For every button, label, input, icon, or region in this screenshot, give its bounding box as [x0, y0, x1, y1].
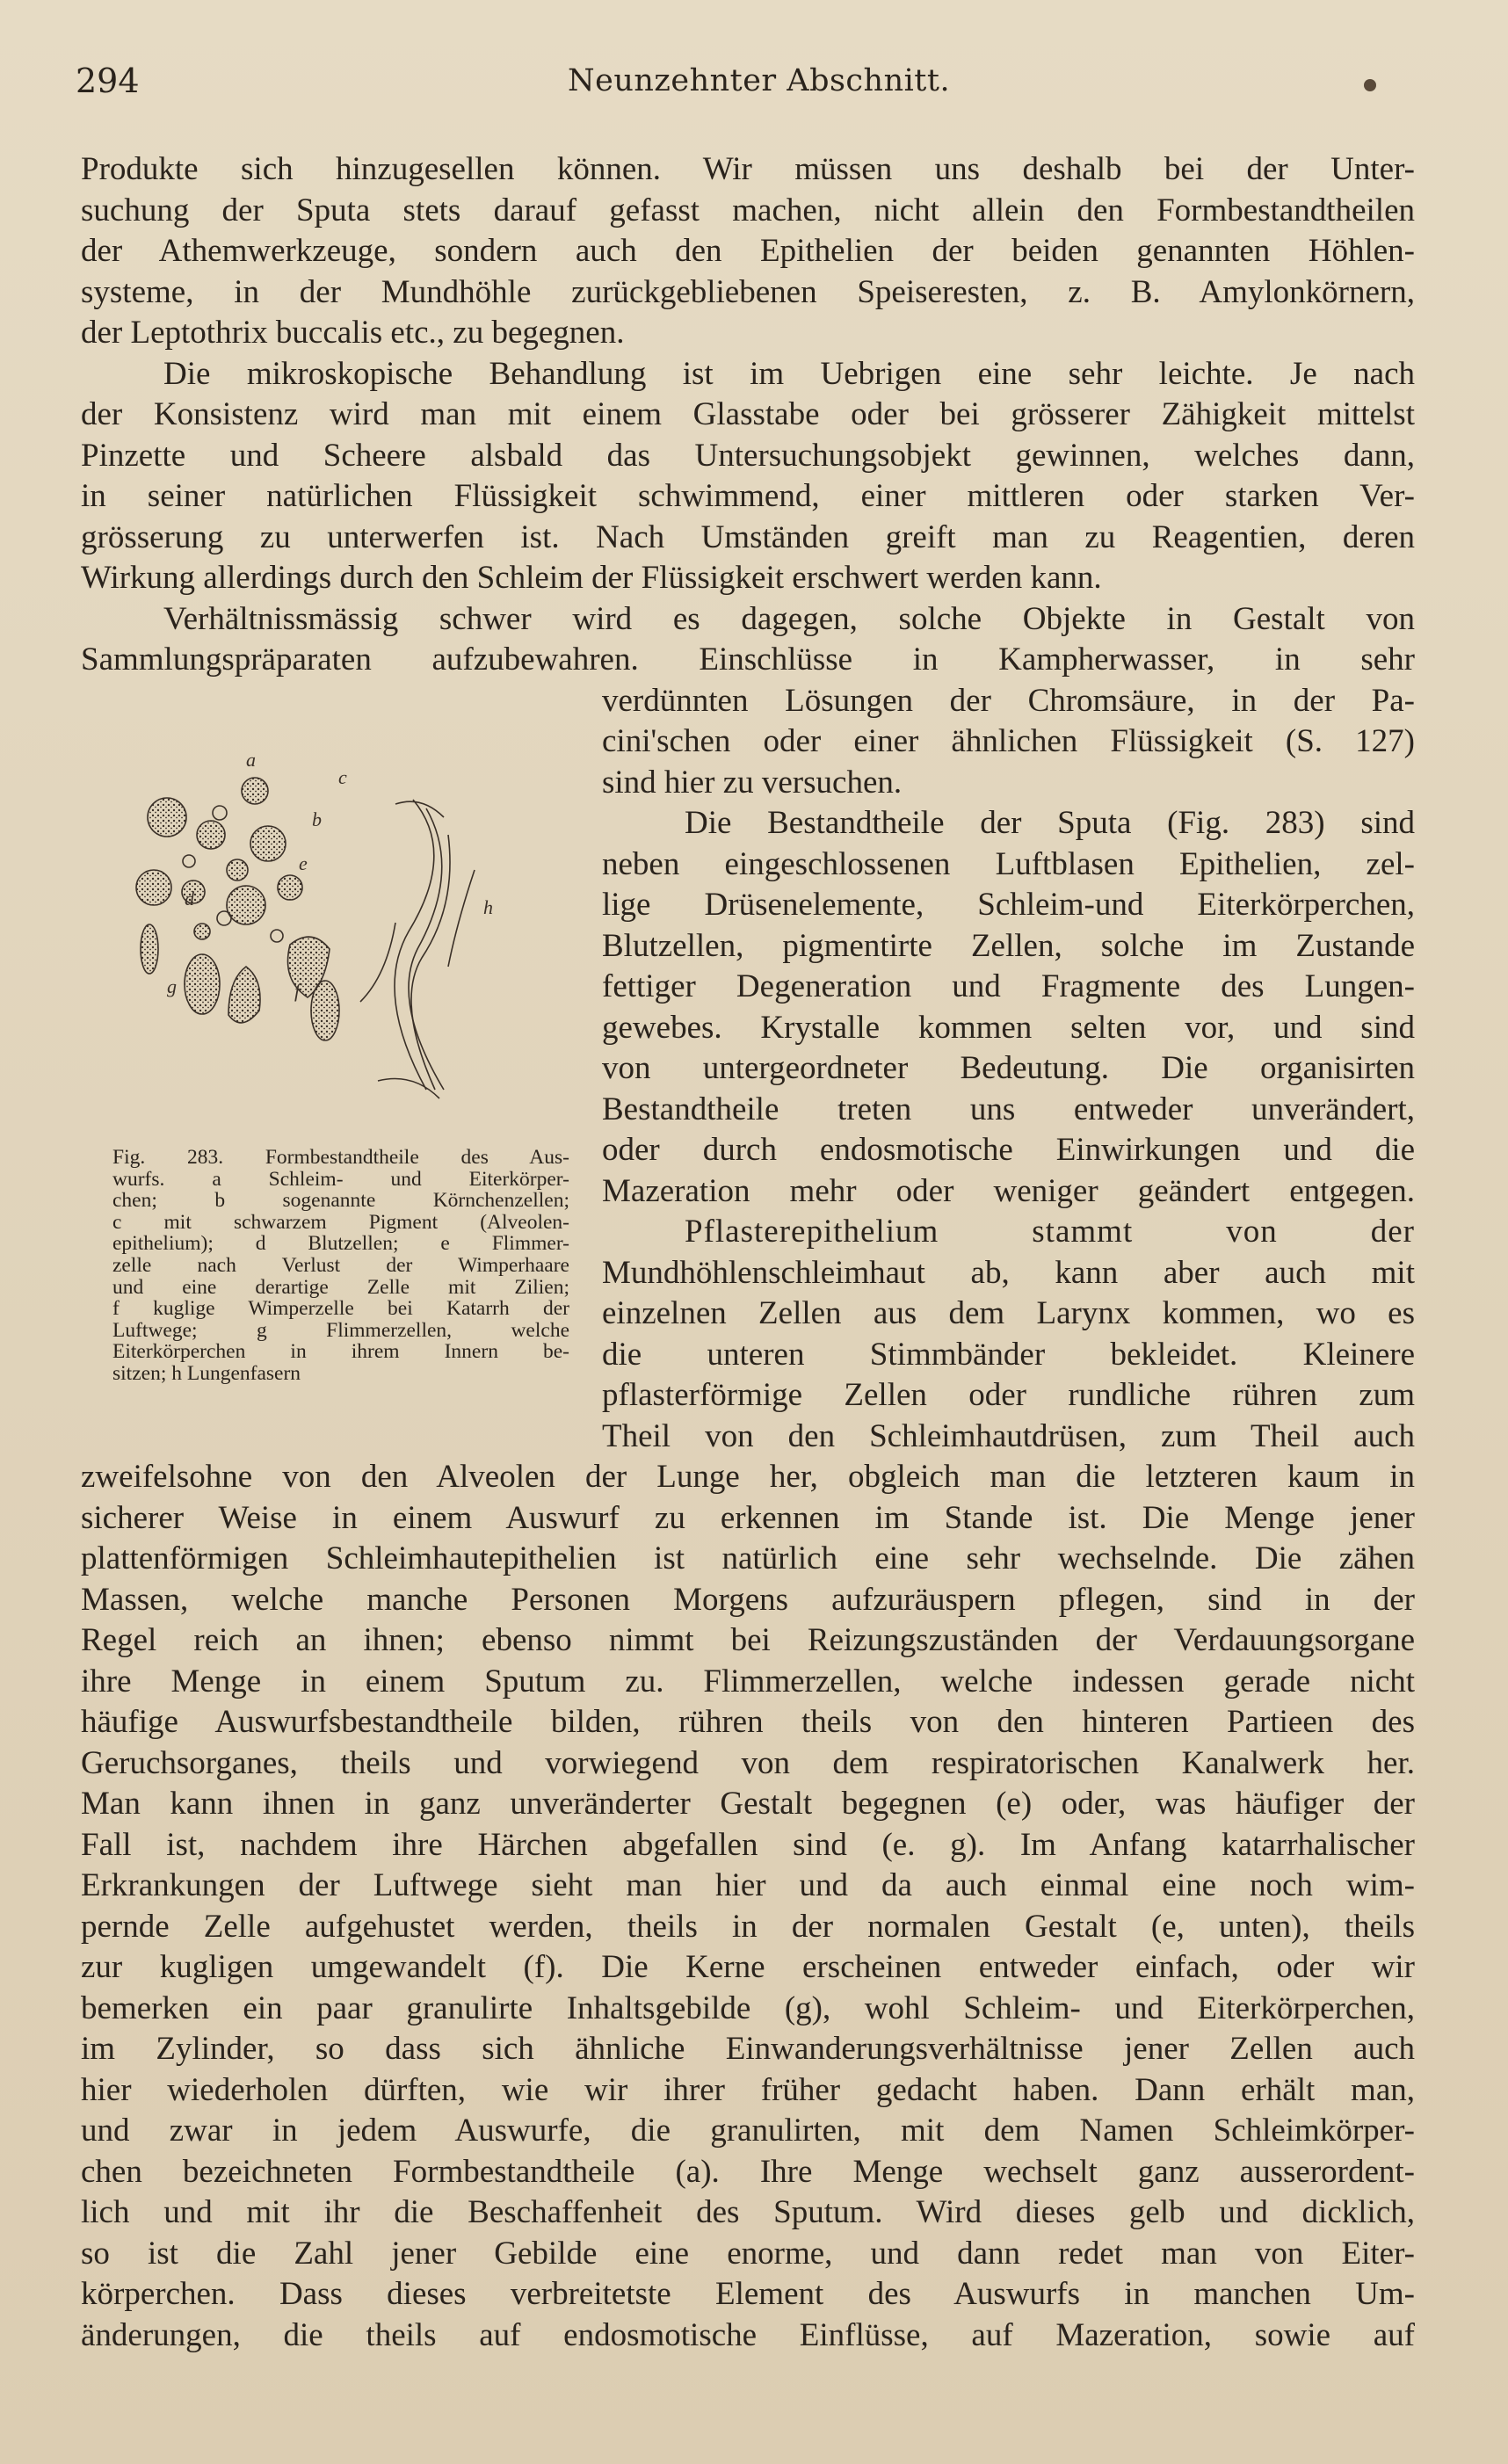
blood-cell [217, 911, 231, 925]
pigment-cell [141, 924, 158, 974]
body-line: Mazeration mehr oder weniger geändert entgegen. [602, 1172, 1415, 1209]
body-line: Theil von den Schleimhautdrüsen, zum Theil auch [602, 1417, 1415, 1454]
ink-spot [1364, 79, 1376, 91]
lung-fiber [395, 800, 434, 1090]
paragraph-top [81, 149, 1415, 681]
figure-label-c: c [338, 766, 347, 788]
body-line: oder durch endosmotische Einwirkungen und die [602, 1132, 1415, 1168]
body-line: sind hier zu versuchen. [602, 764, 903, 801]
body-line: so ist die Zahl jener Gebilde eine enorme, und dann redet man von Eiter- [81, 2235, 1415, 2272]
body-line: cini'schen oder einer ähnlichen Flüssigkeit (S. 127) [602, 723, 1415, 759]
body-line: und zwar in jedem Auswurfe, die granulirten, mit dem Namen Schleimkörper- [81, 2113, 1415, 2149]
body-line: Die Bestandtheile der Sputa (Fig. 283) sind [685, 805, 1415, 841]
figure-label-h: h [483, 896, 493, 918]
body-line: von untergeordneter Bedeutung. Die organisirten [602, 1050, 1415, 1086]
body-line: ihre Menge in einem Sputum zu. Flimmerzellen, welche indessen gerade nicht [81, 1663, 1415, 1699]
body-line: der Konsistenz wird man mit einem Glasstabe oder bei grösserer Zähigkeit mittelst [81, 396, 1415, 432]
body-line: pflasterförmige Zellen oder rundliche rühren zum [602, 1377, 1415, 1413]
caption-line: f kuglige Wimperzelle bei Katarrh der [112, 1297, 569, 1321]
body-line: der Leptothrix buccalis etc., zu begegnen. [81, 315, 625, 351]
mucus-corpuscle [242, 778, 268, 804]
caption-line: epithelium); d Blutzellen; e Flimmer- [112, 1232, 569, 1256]
mucus-corpuscle [227, 859, 248, 881]
mucus-corpuscle [194, 924, 210, 939]
body-line: Produkte sich hinzugesellen können. Wir müssen uns deshalb bei der Unter- [81, 151, 1415, 187]
body-line: neben eingeschlossenen Luftblasen Epithelien, zel- [602, 845, 1415, 882]
body-line: fettiger Degeneration und Fragmente des Lungen- [602, 968, 1415, 1004]
page-header [76, 62, 1429, 105]
figure-label-b: b [312, 808, 322, 830]
body-line: suchung der Sputa stets darauf gefasst machen, nicht allein den Formbestandtheilen [81, 192, 1415, 228]
body-line: chen bezeichneten Formbestandtheile (a). Ihre Menge wechselt ganz ausserordent- [81, 2153, 1415, 2190]
running-title: Neunzehnter Abschnitt. [568, 63, 951, 98]
body-line: hier wiederholen dürften, wie wir ihrer früher gedacht haben. Dann erhält man, [81, 2071, 1415, 2108]
body-line: zur kugligen umgewandelt (f). Die Kerne erscheinen entweder einfach, oder wir [81, 1949, 1415, 1985]
page-number: 294 [76, 62, 140, 100]
figure-label-f: f [294, 980, 301, 1002]
body-line: Fall ist, nachdem ihre Härchen abgefallen sind (e. g). Im Anfang katarrhalischer [81, 1826, 1415, 1863]
body-line: der Athemwerkzeuge, sondern auch den Epithelien der beiden genannten Höhlen- [81, 233, 1415, 269]
caption-line: Luftwege; g Flimmerzellen, welche [112, 1318, 569, 1342]
body-line: Bestandtheile treten uns entweder unverändert, [602, 1091, 1415, 1127]
sputum-cells-drawing [114, 729, 589, 1134]
caption-line: chen; b sogenannte Körnchenzellen; [112, 1189, 569, 1213]
body-line: Regel reich an ihnen; ebenso nimmt bei Reizungszuständen der Verdauungsorgane [81, 1622, 1415, 1658]
body-line: lige Drüsenelemente, Schleim-und Eiterkörperchen, [602, 887, 1415, 923]
body-line: in seiner natürlichen Flüssigkeit schwimmend, einer mittleren oder starken Ver- [81, 478, 1415, 514]
body-line: bemerken ein paar granulirte Inhaltsgebilde (g), wohl Schleim- und Eiterkörperchen, [81, 1989, 1415, 2026]
body-line: Geruchsorganes, theils und vorwiegend von dem respiratorischen Kanalwerk her. [81, 1744, 1415, 1781]
ciliated-cell [228, 967, 260, 1023]
mucus-corpuscle [197, 821, 225, 849]
figure-283-caption [112, 1147, 569, 1385]
blood-cell [213, 806, 227, 820]
body-line: Wirkung allerdings durch den Schleim der Flüssigkeit erschwert werden kann. [81, 560, 1102, 596]
body-line: pernde Zelle aufgehustet werden, theils in der normalen Gestalt (e, unten), theils [81, 1908, 1415, 1945]
body-line: systeme, in der Mundhöhle zurückgebliebenen Speiseresten, z. B. Amylonkörnern, [81, 273, 1415, 310]
body-line: Blutzellen, pigmentirte Zellen, solche im Zustande [602, 927, 1415, 964]
lung-fiber [360, 923, 395, 1002]
body-line: Sammlungspräparaten aufzubewahren. Einschlüsse in Kampherwasser, in sehr [81, 641, 1415, 678]
body-line: Mundhöhlenschleimhaut ab, kann aber auch mit [602, 1254, 1415, 1291]
body-line: Die mikroskopische Behandlung ist im Uebrigen eine sehr leichte. Je nach [163, 355, 1415, 392]
mucus-corpuscle [148, 798, 186, 837]
caption-line: Fig. 283. Formbestandtheile des Aus- [112, 1146, 569, 1169]
caption-line: zelle nach Verlust der Wimperhaare [112, 1253, 569, 1277]
mucus-corpuscle [136, 870, 171, 905]
body-line: Pflasterepithelium stammt von der [685, 1214, 1415, 1250]
mucus-corpuscle [227, 886, 265, 924]
mucus-corpuscle [250, 826, 286, 861]
body-line: häufige Auswurfsbestandtheile bilden, rühren theils von den hinteren Partieen des [81, 1704, 1415, 1740]
body-line: Man kann ihnen in ganz unveränderter Gestalt begegnen (e) oder, was häufiger der [81, 1786, 1415, 1822]
figure-label-a: a [246, 749, 256, 771]
body-line: zweifelsohne von den Alveolen der Lunge her, obgleich man die letzteren kaum in [81, 1459, 1415, 1495]
body-line: die unteren Stimmbänder bekleidet. Kleinere [602, 1336, 1415, 1373]
body-line: änderungen, die theils auf endosmotische Einflüsse, auf Mazeration, sowie auf [81, 2316, 1415, 2353]
figure-label-d: d [185, 888, 194, 910]
body-line: lich und mit ihr die Beschaffenheit des Sputum. Wird dieses gelb und dicklich, [81, 2194, 1415, 2230]
body-line: plattenförmigen Schleimhautepithelien ist natürlich eine sehr wechselnde. Die zähen [81, 1540, 1415, 1576]
caption-line: c mit schwarzem Pigment (Alveolen- [112, 1210, 569, 1234]
body-line: Erkrankungen der Luftwege sieht man hier und da auch einmal eine noch wim- [81, 1867, 1415, 1903]
lung-fiber [378, 1079, 439, 1099]
lung-fiber [409, 808, 444, 1090]
lung-fiber [411, 835, 450, 1090]
body-line: grösserung zu unterwerfen ist. Nach Umständen greift man zu Reagentien, deren [81, 518, 1415, 555]
caption-line: und eine derartige Zelle mit Zilien; [112, 1275, 569, 1299]
pigment-cell [185, 954, 220, 1014]
body-line: Massen, welche manche Personen Morgens aufzuräuspern pflegen, sind in der [81, 1581, 1415, 1618]
body-line: im Zylinder, so dass sich ähnliche Einwanderungsverhältnisse jener Zellen auch [81, 2031, 1415, 2067]
blood-cell [183, 855, 195, 867]
body-line: Pinzette und Scheere alsbald das Untersuchungsobjekt gewinnen, welches dann, [81, 437, 1415, 474]
paragraph-beside-figure [602, 681, 1415, 1458]
body-line: einzelnen Zellen aus dem Larynx kommen, wo es [602, 1295, 1415, 1331]
body-line: gewebes. Krystalle kommen selten vor, und sind [602, 1009, 1415, 1046]
figure-label-g: g [167, 975, 177, 997]
body-line: Verhältnissmässig schwer wird es dagegen, solche Objekte in Gestalt von [163, 600, 1415, 637]
blood-cell [271, 930, 283, 942]
paragraph-bottom [81, 1457, 1415, 2356]
caption-line: Eiterkörperchen in ihrem Innern be- [112, 1340, 569, 1364]
figure-283-illustration [114, 729, 589, 1134]
body-line: verdünnten Lösungen der Chromsäure, in der Pa- [602, 682, 1415, 719]
caption-line: sitzen; h Lungenfasern [112, 1361, 301, 1385]
body-line: sicherer Weise in einem Auswurf zu erkennen im Stande ist. Die Menge jener [81, 1499, 1415, 1536]
caption-line: wurfs. a Schleim- und Eiterkörper- [112, 1167, 569, 1191]
body-line: körperchen. Dass dieses verbreitetste Element des Auswurfs in manchen Um- [81, 2276, 1415, 2312]
lung-fiber [448, 870, 475, 967]
figure-label-e: e [299, 852, 308, 874]
mucus-corpuscle [278, 875, 302, 900]
